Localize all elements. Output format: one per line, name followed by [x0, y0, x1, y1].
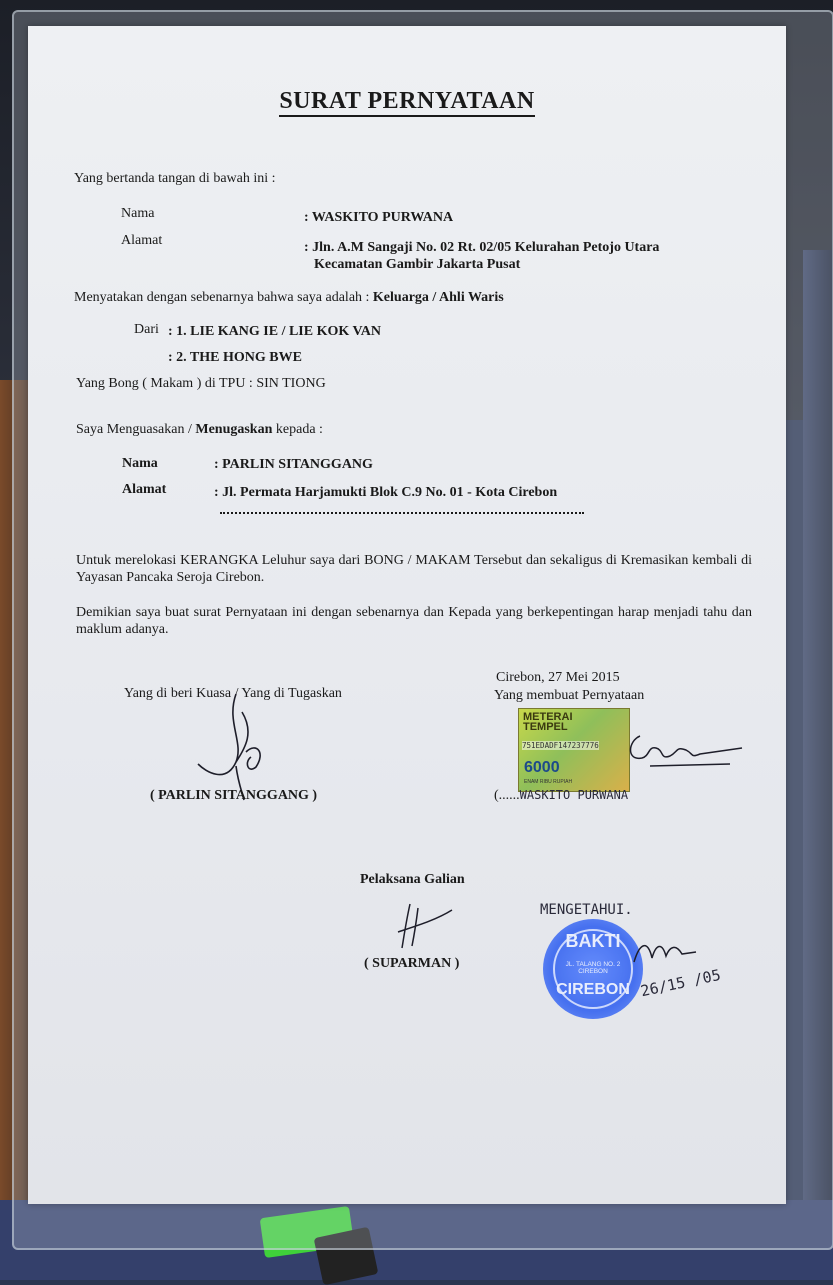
document-page — [28, 26, 786, 1204]
delegation-suffix: kepada : — [275, 422, 323, 437]
delegate-name-value: : PARLIN SITANGGANG — [214, 457, 373, 472]
paragraph-closing: Demikian saya buat surat Pernyataan ini dengan sebenarnya dan Kepada yang berkepentingan harap menjadi tahu dan maklum adanya. — [76, 605, 752, 637]
dotted-line — [220, 512, 584, 514]
left-signer-name: ( PARLIN SITANGGANG ) — [150, 788, 318, 803]
executor-signature — [396, 902, 456, 950]
declarant-name-value: : WASKITO PURWANA — [304, 210, 454, 225]
right-signature — [620, 726, 750, 776]
delegation-prefix: Saya Menguasakan / — [76, 422, 192, 437]
document-title: SURAT PERNYATAAN — [28, 88, 786, 115]
stamp-title: METERAI TEMPEL — [523, 711, 573, 733]
paragraph-relocation: Untuk merelokasi KERANGKA Leluhur saya dari BONG / MAKAM Tersebut dan sekaligus di Kremasikan kembali di Yayasan Pancaka Seroja Cirebon. — [76, 553, 752, 585]
left-signature — [196, 692, 286, 802]
from-item-2: : 2. THE HONG BWE — [168, 350, 302, 365]
delegate-name-label: Nama — [122, 456, 158, 471]
delegate-address-value: : Jl. Permata Harjamukti Blok C.9 No. 01 - Kota Cirebon — [214, 485, 558, 500]
stamp-duty — [518, 708, 630, 792]
grave-value: SIN TIONG — [256, 376, 326, 391]
declarant-address-label: Alamat — [121, 233, 163, 248]
stamp-value: 6000 — [524, 759, 560, 776]
right-sign-title: Yang membuat Pernyataan — [494, 688, 645, 703]
from-label: Dari — [134, 322, 159, 337]
right-signer-handwritten: WASKITO PURWANA — [519, 788, 629, 802]
acknowledger-signature — [630, 932, 700, 972]
seal-bottom-text: CIREBON — [556, 981, 630, 998]
delegate-address-label: Alamat — [122, 482, 167, 497]
executor-name: ( SUPARMAN ) — [364, 956, 460, 971]
delegation-bold: Menugaskan — [195, 422, 273, 437]
right-signer — [494, 788, 628, 804]
left-sign-title: Yang di beri Kuasa / Yang di Tugaskan — [124, 686, 342, 701]
intro-text: Yang bertanda tangan di bawah ini : — [74, 171, 276, 186]
statement-prefix: Menyatakan dengan sebenarnya bahwa saya adalah : — [74, 290, 370, 305]
seal-top-text: BAKTI — [565, 931, 621, 951]
stamp-serial: 751EDADF147237776 — [522, 741, 599, 750]
declarant-address-line2: Kecamatan Gambir Jakarta Pusat — [314, 257, 521, 272]
stamp-value-words: ENAM RIBU RUPIAH — [524, 779, 573, 785]
executor-title: Pelaksana Galian — [360, 872, 465, 887]
grave-line — [76, 376, 326, 392]
grave-prefix: Yang Bong ( Makam ) di TPU : — [76, 376, 253, 391]
seal-middle-text: JL. TALANG NO. 2 CIREBON — [565, 961, 621, 975]
from-item-1: : 1. LIE KANG IE / LIE KOK VAN — [168, 324, 382, 339]
delegation-line — [76, 422, 323, 438]
declarant-name-label: Nama — [121, 206, 155, 221]
acknowledged-handwritten: MENGETAHUI. — [540, 902, 633, 918]
declarant-address-line1: : Jln. A.M Sangaji No. 02 Rt. 02/05 Kelurahan Petojo Utara — [304, 240, 660, 255]
official-seal — [543, 919, 643, 1019]
statement-line — [74, 290, 504, 306]
place-date: Cirebon, 27 Mei 2015 — [496, 670, 620, 685]
right-signer-prefix: (...... — [494, 788, 520, 803]
handwritten-date: 26/15 /05 — [639, 965, 723, 1001]
statement-status: Keluarga / Ahli Waris — [372, 290, 504, 305]
